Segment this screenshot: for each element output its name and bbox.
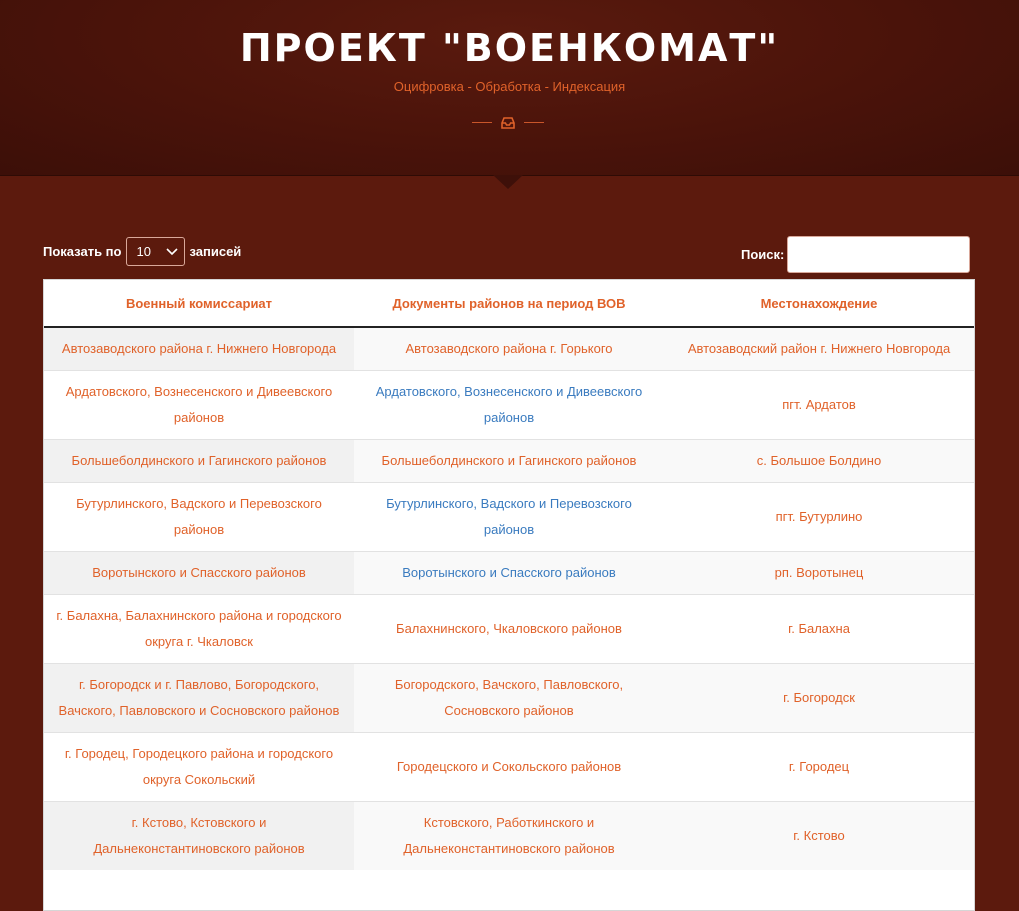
cell-documents[interactable]: Автозаводского района г. Горького (354, 327, 664, 371)
cell-documents[interactable]: Кстовского, Работкинского и Дальнеконстантиновского районов (354, 802, 664, 871)
cell-location[interactable]: г. Городец (664, 733, 974, 802)
column-header-location[interactable]: Местонахождение (664, 280, 974, 327)
cell-location[interactable]: с. Большое Болдино (664, 440, 974, 483)
cell-commissariat[interactable]: Ардатовского, Вознесенского и Дивеевского районов (44, 371, 354, 440)
divider-line-right (524, 122, 544, 123)
inbox-icon (501, 116, 515, 128)
table-row (44, 802, 974, 871)
cell-documents[interactable]: Городецского и Сокольского районов (354, 733, 664, 802)
table-row (44, 552, 974, 595)
cell-commissariat[interactable]: Большеболдинского и Гагинского районов (44, 440, 354, 483)
cell-commissariat[interactable]: Воротынского и Спасского районов (44, 552, 354, 595)
site-title: ПРОЕКТ "ВОЕНКОМАТ" (239, 26, 780, 70)
cell-documents-link[interactable]: Бутурлинского, Вадского и Перевозского районов (354, 483, 664, 552)
table-row (44, 483, 974, 552)
search-control (741, 236, 970, 273)
cell-commissariat[interactable]: г. Богородск и г. Павлово, Богородского, Вачского, Павловского и Сосновского районов (44, 664, 354, 733)
page-length-select[interactable] (126, 237, 185, 266)
page-length-control (43, 237, 241, 265)
cell-documents-link[interactable]: Воротынского и Спасского районов (354, 552, 664, 595)
column-header-documents[interactable]: Документы районов на период ВОВ (354, 280, 664, 327)
cell-location[interactable]: пгт. Бутурлино (664, 483, 974, 552)
cell-commissariat[interactable]: Автозаводского района г. Нижнего Новгорода (44, 327, 354, 371)
search-label: Поиск: (741, 247, 785, 262)
cell-location[interactable]: Автозаводский район г. Нижнего Новгорода (664, 327, 974, 371)
table-row (44, 440, 974, 483)
cell-documents-link[interactable]: Ардатовского, Вознесенского и Дивеевского районов (354, 371, 664, 440)
chevron-down-icon (165, 244, 179, 258)
cell-commissariat[interactable]: Бутурлинского, Вадского и Перевозского районов (44, 483, 354, 552)
page-length-prefix: Показать по (43, 243, 122, 259)
page-length-value: 10 (136, 243, 151, 259)
site-header (0, 0, 1019, 176)
cell-commissariat[interactable]: г. Кстово, Кстовского и Дальнеконстантиновского районов (44, 802, 354, 871)
table-row (44, 664, 974, 733)
header-divider (472, 113, 544, 131)
records-table (43, 279, 975, 911)
page-length-suffix: записей (189, 243, 242, 259)
table-row (44, 733, 974, 802)
cell-location[interactable]: г. Балахна (664, 595, 974, 664)
table-body (44, 327, 974, 870)
table-row (44, 327, 974, 371)
table-row (44, 595, 974, 664)
search-input[interactable] (787, 236, 970, 273)
cell-commissariat[interactable]: г. Городец, Городецкого района и городского округа Сокольский (44, 733, 354, 802)
column-header-commissariat[interactable]: Военный комиссариат (44, 280, 354, 327)
divider-line-left (472, 122, 492, 123)
cell-documents[interactable]: Большеболдинского и Гагинского районов (354, 440, 664, 483)
table-row (44, 371, 974, 440)
cell-documents[interactable]: Богородского, Вачского, Павловского, Сосновского районов (354, 664, 664, 733)
table-header-row (44, 280, 974, 327)
cell-location[interactable]: г. Кстово (664, 802, 974, 871)
cell-documents[interactable]: Балахнинского, Чкаловского районов (354, 595, 664, 664)
cell-commissariat[interactable]: г. Балахна, Балахнинского района и городского округа г. Чкаловск (44, 595, 354, 664)
cell-location[interactable]: рп. Воротынец (664, 552, 974, 595)
cell-location[interactable]: пгт. Ардатов (664, 371, 974, 440)
site-subtitle: Оцифровка - Обработка - Индексация (393, 79, 626, 94)
cell-location[interactable]: г. Богородск (664, 664, 974, 733)
